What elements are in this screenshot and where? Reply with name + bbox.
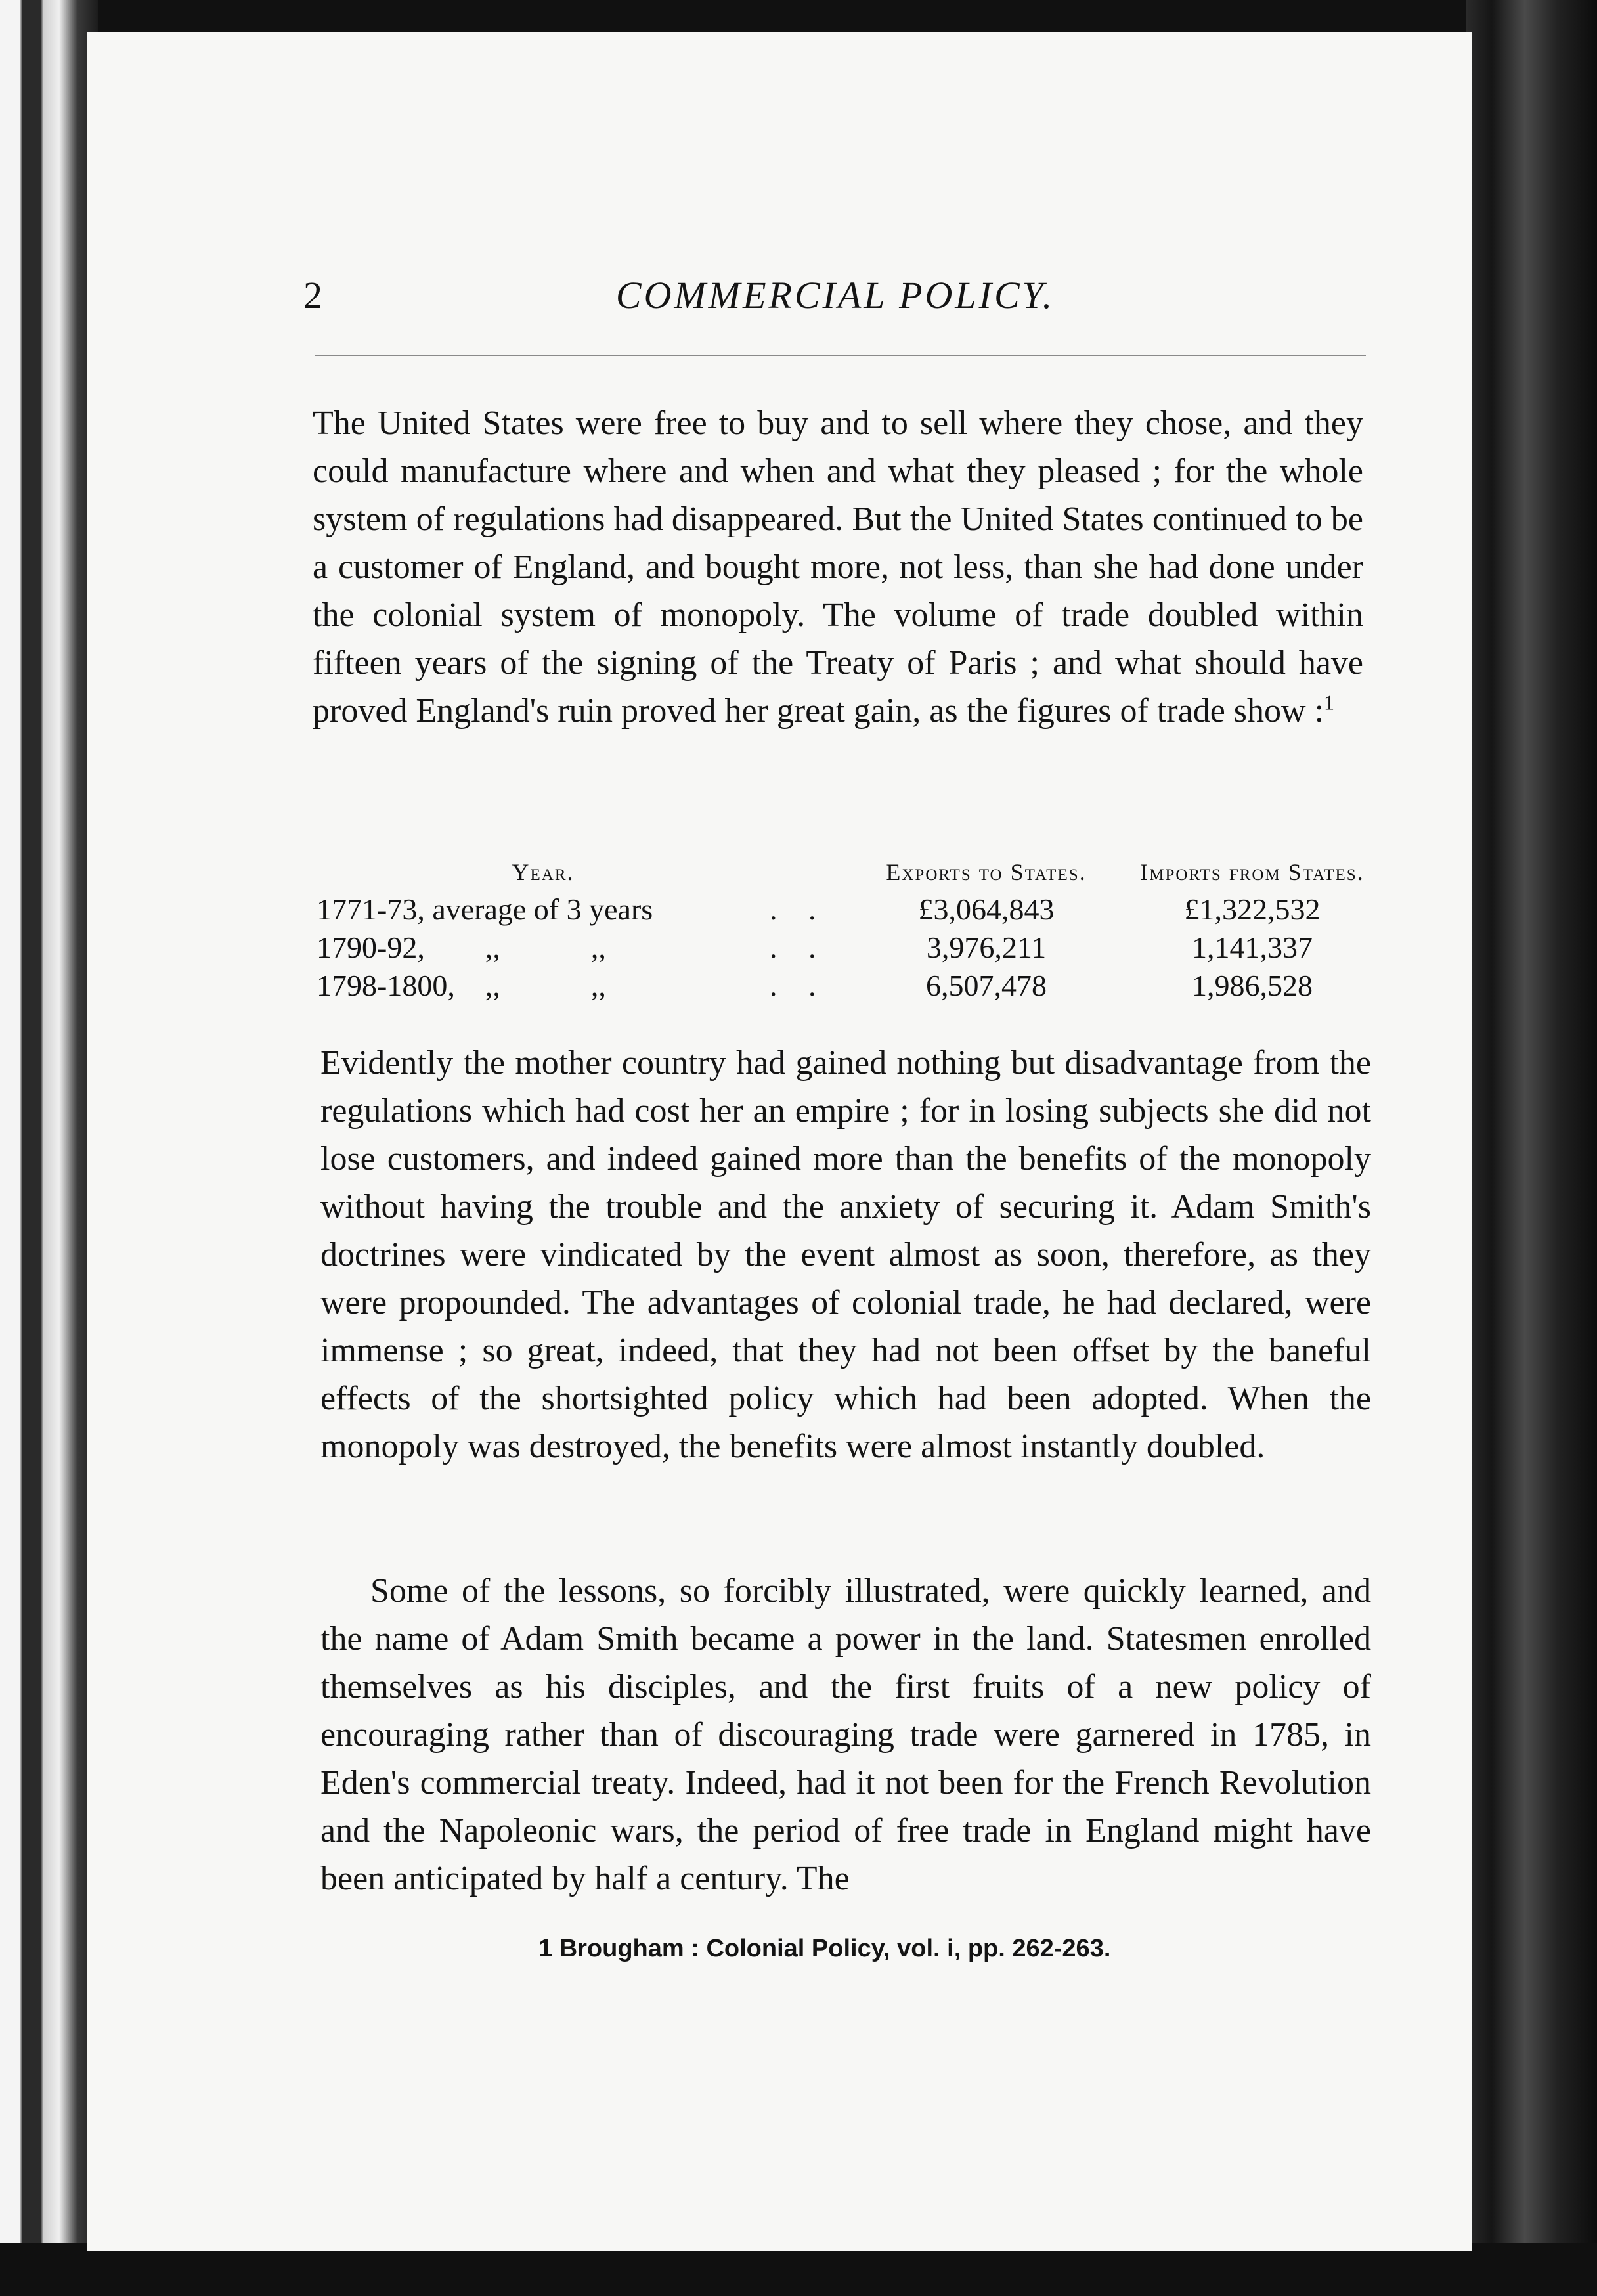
row-year: 1798-1800, ,, ,, [317, 969, 606, 1002]
header-rule [315, 355, 1366, 356]
leader-dots: . . [770, 969, 828, 1002]
paragraph-lessons: Some of the lessons, so forcibly illustrated, were quickly learned, and the name of Adam Smith became a power in the land. Statesmen enrolled themselves as his disciples, and the first fruits of a new policy of encouraging rather than of discouraging trade were garnered in 1785, in Eden's commercial treaty. Indeed, had it not been for the French Revolution and the Napoleonic wars, the period of free trade in England might have been anticipated by half a century. The [320, 1572, 1371, 1897]
leader-dots: . . [770, 931, 828, 964]
header-spacer [770, 854, 848, 891]
table-header-row [317, 854, 1380, 891]
header-year: Year. [512, 859, 575, 885]
scan-border-right [1466, 0, 1597, 2296]
footnote-marker: 1 [1324, 690, 1335, 715]
scan-binding-edge [0, 0, 98, 2296]
row-imports: 1,141,337 [1192, 931, 1313, 964]
header-imports: Imports from States. [1140, 859, 1365, 885]
page-number: 2 [303, 274, 322, 317]
table-row [317, 891, 1380, 929]
row-imports: £1,322,532 [1184, 893, 1321, 926]
paragraph-disadvantage: Evidently the mother country had gained nothing but disadvantage from the regulations which had cost her an empire ; for in losing subjects she did not lose customers, and indeed gained more than the benefits of the monopoly without having the trouble and the anxiety of securing it. Adam Smith's doctrines were vindicated by the event almost as soon, therefore, as they were propounded. The advantages of colonial trade, he had declared, were immense ; so great, indeed, that they had not been offset by the baneful effects of the shortsighted policy which had been adopted. When the monopoly was destroyed, the benefits were almost instantly doubled. [320, 1044, 1371, 1465]
page-header [303, 269, 1380, 328]
row-exports: 6,507,478 [926, 969, 1047, 1002]
footnote: 1 Brougham : Colonial Policy, vol. i, pp. 262-263. [538, 1935, 1111, 1962]
row-imports: 1,986,528 [1192, 969, 1313, 1002]
row-year: 1771-73, average of 3 years [317, 893, 653, 926]
row-exports: 3,976,211 [926, 931, 1047, 964]
table-row [317, 967, 1380, 1005]
scan-border-top [0, 0, 1597, 26]
trade-figures-table [317, 854, 1380, 1005]
running-head: COMMERCIAL POLICY. [615, 274, 1055, 317]
scan-border-bottom [0, 2243, 1597, 2296]
table-row [317, 929, 1380, 967]
paragraph-intro-text: The United States were free to buy and to sell where they chose, and they could manufacture where and when and what they pleased ; for the whole system of regulations had disappeared. But the United States continued to be a customer of England, and bought more, not less, than she had done under the colonial system of monopoly. The volume of trade doubled within fifteen years of the signing of the Treaty of Paris ; and what should have proved England's ruin proved her great gain, as the figures of trade show : [313, 405, 1363, 730]
row-year: 1790-92, ,, ,, [317, 931, 606, 964]
leader-dots: . . [770, 893, 828, 926]
row-exports: £3,064,843 [918, 893, 1055, 926]
header-exports: Exports to States. [886, 859, 1087, 885]
paragraph-intro [313, 399, 1363, 735]
